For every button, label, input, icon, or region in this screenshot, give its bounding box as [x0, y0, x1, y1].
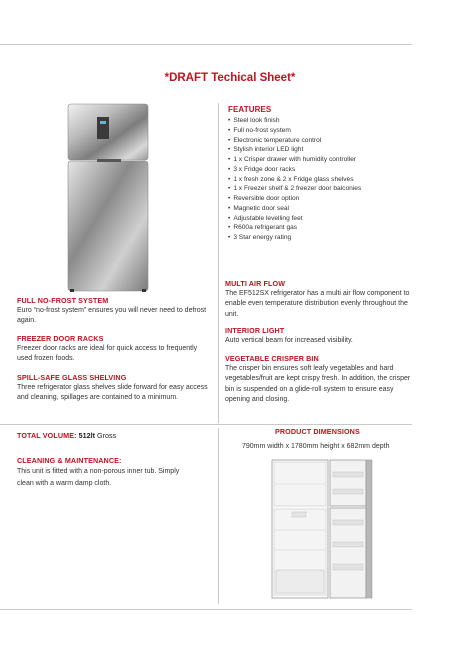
feature-item: • R600a refrigerant gas — [228, 223, 361, 233]
feature-item: • Magnetic door seal — [228, 204, 361, 214]
top-rule — [0, 44, 412, 45]
section-text-freezer-racks: Freezer door racks are ideal for quick access to frequently used frozen foods. — [17, 345, 198, 363]
feature-item: • Stylish interior LED light — [228, 145, 361, 155]
bottom-rule — [0, 609, 412, 610]
feature-item: • 1 x Freezer shelf & 2 freezer door balconies — [228, 184, 361, 194]
section-heading-interior-light: INTERIOR LIGHT — [225, 326, 285, 335]
feature-item: • 1 x fresh zone & 2 x Fridge glass shelves — [228, 175, 361, 185]
cleaning-text: This unit is fitted with a non-porous inner tub. Simply clean with a warm damp cloth. — [17, 468, 180, 487]
feature-item: • 3 Star energy rating — [228, 233, 361, 243]
features-heading: FEATURES — [228, 105, 272, 114]
section-heading-no-frost: FULL NO-FROST SYSTEM — [17, 296, 109, 305]
section-heading-freezer-racks: FREEZER DOOR RACKS — [17, 334, 104, 343]
total-volume-value: 512lt — [78, 431, 95, 440]
feature-item: • Reversible door option — [228, 194, 361, 204]
feature-item: • Steel look finish — [228, 116, 361, 126]
feature-item: • Full no-frost system — [228, 126, 361, 136]
section-text-interior-light: Auto vertical beam for increased visibility. — [225, 337, 353, 344]
total-volume — [17, 431, 116, 440]
total-volume-unit: Gross — [97, 431, 117, 440]
refrigerator-closed-image — [64, 103, 154, 293]
column-divider-top — [218, 103, 219, 423]
dimensions-text: 790mm width x 1780mm height x 682mm depth — [242, 443, 390, 450]
cleaning-heading: CLEANING & MAINTENANCE: — [17, 456, 122, 465]
section-text-glass-shelving: Three refrigerator glass shelves slide forward for easy access and cleaning, spillages are contained to a minimum. — [17, 384, 208, 402]
total-volume-label: TOTAL VOLUME: — [17, 431, 77, 440]
feature-item: • 3 x Fridge door racks — [228, 165, 361, 175]
feature-item: • Electronic temperature control — [228, 136, 361, 146]
page-title: *DRAFT Techical Sheet* — [164, 72, 296, 84]
section-heading-glass-shelving: SPILL-SAFE GLASS SHELVING — [17, 373, 127, 382]
section-heading-air-flow: MULTI AIR FLOW — [225, 279, 286, 288]
feature-item: • Adjustable levelling feet — [228, 214, 361, 224]
features-list — [228, 116, 361, 243]
column-divider-bottom — [218, 428, 219, 604]
middle-rule — [0, 424, 412, 425]
refrigerator-open-image — [262, 458, 382, 601]
section-text-air-flow: The EF512SX refrigerator has a multi air flow component to enable even temperature distribution evenly throughout the unit. — [225, 290, 410, 318]
section-heading-crisper-bin: VEGETABLE CRISPER BIN — [225, 354, 319, 363]
section-text-crisper-bin: The crisper bin ensures soft leafy vegetables and hard vegetables/fruit are kept crispy fresh. In addition, the crisper bin is suspended on a glide-roll system to ensure easy opening and closing. — [225, 365, 411, 403]
section-text-no-frost: Euro “no-frost system” ensures you will never need to defrost again. — [17, 307, 207, 325]
feature-item: • 1 x Crisper drawer with humidity controller — [228, 155, 361, 165]
dimensions-heading: PRODUCT DIMENSIONS — [275, 427, 360, 436]
